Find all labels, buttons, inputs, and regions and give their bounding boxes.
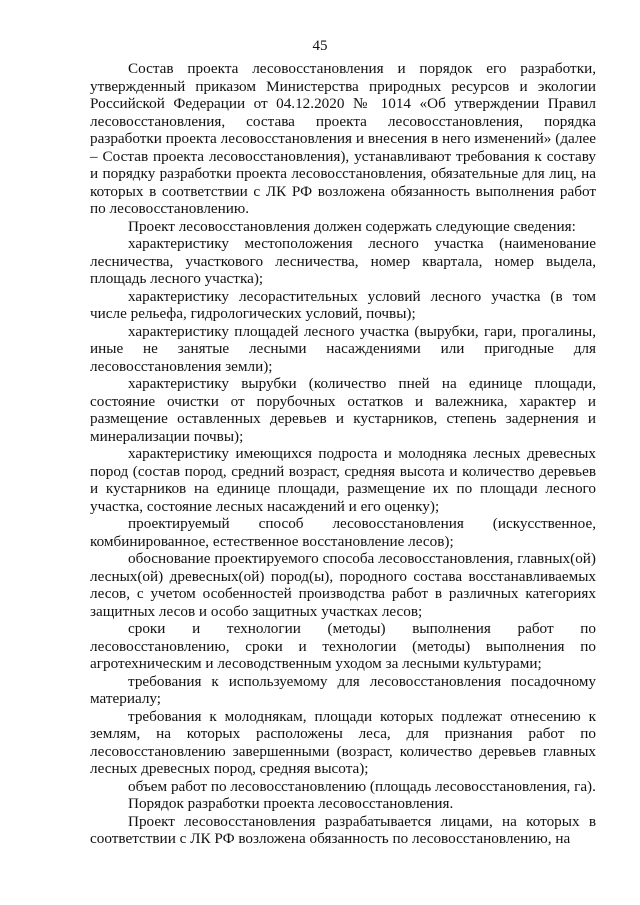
paragraph: Состав проекта лесовосстановления и порядок его разработки, утвержденный приказом Министерства природных ресурсов и экологии Российской Федерации от 04.12.2020 № 1014 «Об утверждении Правил лесовосстановления, состава проекта лесовосстановления, порядка разработки проекта лесовосстановления и внесения в него изменений» (далее – Состав проекта лесовосстановления), устанавливают требования к составу и порядку разработки проекта лесовосстановления, обязательные для лиц, на которых в соответствии с ЛК РФ возложена обязанность выполнения работ по лесовосстановлению.	[90, 60, 596, 217]
paragraph: проектируемый способ лесовосстановления (искусственное, комбинированное, естественное восстановление лесов);	[90, 515, 596, 550]
paragraph: Порядок разработки проекта лесовосстановления.	[128, 795, 454, 812]
paragraph: характеристику лесорастительных условий лесного участка (в том числе рельефа, гидрологических условий, почвы);	[90, 287, 596, 322]
paragraph: объем работ по лесовосстановлению (площадь лесовосстановления, га).	[128, 777, 596, 795]
paragraph: характеристику площадей лесного участка (вырубки, гари, прогалины, иные не занятые лесными насаждениями или пригодные для лесовосстановления земли);	[90, 322, 596, 375]
page-number: 45	[312, 38, 328, 54]
paragraph: характеристику вырубки (количество пней на единице площади, состояние очистки от порубочных остатков и валежника, характер и размещение оставленных деревьев и кустарников, степень задернения и минерализации почвы);	[90, 375, 596, 445]
paragraph: сроки и технологии (методы) выполнения работ по лесовосстановлению, сроки и технологии (методы) выполнения по агротехническим и лесоводственным уходом за лесными культурами;	[90, 620, 596, 672]
paragraph: Проект лесовосстановления разрабатывается лицами, на которых в соответствии с ЛК РФ возложена обязанность по лесовосстановлению, на	[90, 812, 596, 847]
paragraph: Проект лесовосстановления должен содержать следующие сведения:	[128, 217, 576, 235]
paragraph: обоснование проектируемого способа лесовосстановления, главных(ой) лесных(ой) древесных(ой) пород(ы), породного состава восстанавливаемых лесов, с учетом особенностей производства работ в различных категориях защитных лесов и особо защитных участках лесов;	[90, 550, 596, 620]
paragraph: требования к молоднякам, площади которых подлежат отнесению к землям, на которых расположены леса, для признания работ по лесовосстановлению завершенными (возраст, количество деревьев главных лесных древесных пород, средняя высота);	[90, 707, 596, 777]
document-body	[90, 60, 596, 848]
paragraph: характеристику местоположения лесного участка (наименование лесничества, участкового лесничества, номер квартала, номер выдела, площадь лесного участка);	[90, 235, 596, 287]
paragraph: требования к используемому для лесовосстановления посадочному материалу;	[90, 672, 596, 707]
paragraph: характеристику имеющихся подроста и молодняка лесных древесных пород (состав пород, средний возраст, средняя высота и количество деревьев и кустарников на единице площади, размещение их по площади лесного участка, состояние лесных насаждений и его оценку);	[90, 445, 596, 515]
